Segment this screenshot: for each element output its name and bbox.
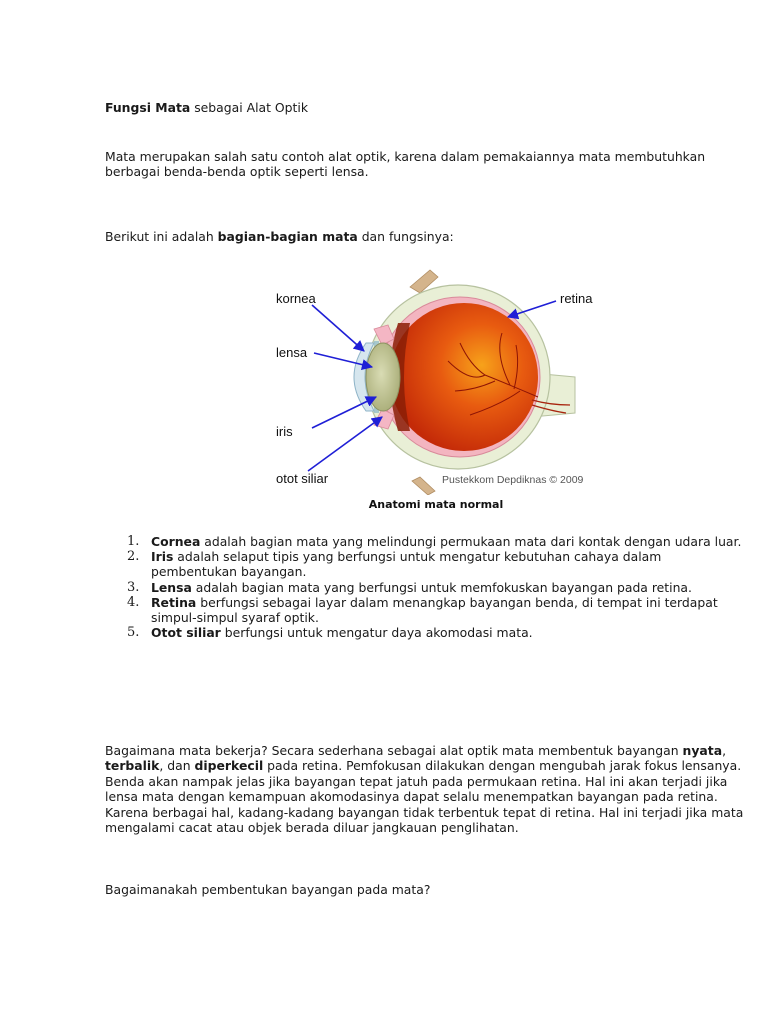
- list-number: 2.: [127, 549, 140, 565]
- list-item: [105, 580, 750, 595]
- list-desc: adalah bagian mata yang berfungsi untuk memfokuskan bayangan pada retina.: [191, 579, 692, 595]
- how-text-3: , dan: [159, 758, 195, 774]
- figure-credit: Pustekkom Depdiknas © 2009: [442, 474, 584, 486]
- list-term: Retina: [151, 594, 197, 610]
- list-desc: adalah bagian mata yang melindungi permukaan mata dari kontak dengan udara luar.: [200, 534, 742, 549]
- list-item: [105, 595, 750, 625]
- how-bold-terbalik: terbalik: [105, 758, 160, 774]
- arrow-iris: [312, 397, 376, 428]
- how-text-2: ,: [722, 743, 727, 758]
- list-number: 1.: [127, 534, 140, 549]
- eye-anatomy-figure: [270, 265, 610, 515]
- list-number: 3.: [127, 579, 140, 595]
- list-item: [105, 625, 750, 640]
- list-item: [105, 534, 750, 549]
- list-desc: berfungsi sebagai layar dalam menangkap bayangan benda, di tempat ini terdapat simpul-simpul syaraf optik.: [151, 594, 718, 626]
- figure-caption: Anatomi mata normal: [368, 498, 504, 511]
- lead-paragraph: [105, 230, 755, 245]
- list-term: Cornea: [151, 534, 201, 549]
- list-desc: adalah selaput tipis yang berfungsi untuk mengatur kebutuhan cahaya dalam pembentukan bayangan.: [151, 549, 662, 580]
- parts-list: [105, 534, 750, 640]
- list-number: 5.: [127, 625, 140, 641]
- list-term: Otot siliar: [151, 625, 221, 641]
- lens-shape: [366, 343, 400, 411]
- eye-muscle-bottom: [412, 477, 435, 495]
- arrow-kornea: [312, 305, 364, 351]
- title-rest: sebagai Alat Optik: [190, 100, 308, 115]
- lead-after: dan fungsinya:: [357, 229, 454, 244]
- how-text-4: pada retina. Pemfokusan dilakukan dengan mengubah jarak fokus lensanya. Benda akan nampak jelas jika bayangan tepat jatuh pada permukaan retina. Hal ini akan terjadi jika lensa mata dengan kemampuan akomodasinya dapat selalu menempatkan bayangan pada retina. Karena berbagai hal, kadang-kadang bayangan tidak terbentuk tepat di retina. Hal ini terjadi jika mata mengalami cacat atau objek berada diluar jangkauan penglihatan.: [105, 758, 744, 836]
- lead-before: Berikut ini adalah: [105, 229, 218, 244]
- label-lensa: lensa: [276, 345, 308, 360]
- list-desc: berfungsi untuk mengatur daya akomodasi mata.: [220, 625, 533, 641]
- label-retina: retina: [560, 291, 593, 306]
- how-eye-works-paragraph: [105, 743, 755, 835]
- list-item: [105, 549, 750, 579]
- label-kornea: kornea: [276, 291, 316, 306]
- how-bold-diperkecil: diperkecil: [194, 758, 264, 774]
- vitreous-body: [390, 303, 538, 451]
- lead-bold: bagian-bagian mata: [217, 229, 358, 244]
- question-paragraph: Bagaimanakah pembentukan bayangan pada mata?: [105, 882, 431, 897]
- list-number: 4.: [127, 594, 140, 610]
- page-title: [105, 101, 755, 116]
- list-term: Lensa: [151, 579, 192, 595]
- list-term: Iris: [151, 549, 174, 565]
- intro-paragraph: Mata merupakan salah satu contoh alat optik, karena dalam pemakaiannya mata membutuhkan berbagai benda-benda optik seperti lensa.: [105, 149, 706, 179]
- label-iris: iris: [276, 424, 293, 439]
- how-text-1: Bagaimana mata bekerja? Secara sederhana sebagai alat optik mata membentuk bayangan: [105, 743, 683, 758]
- title-bold: Fungsi Mata: [105, 100, 191, 115]
- label-otot-siliar: otot siliar: [276, 471, 329, 486]
- how-bold-nyata: nyata: [682, 743, 723, 758]
